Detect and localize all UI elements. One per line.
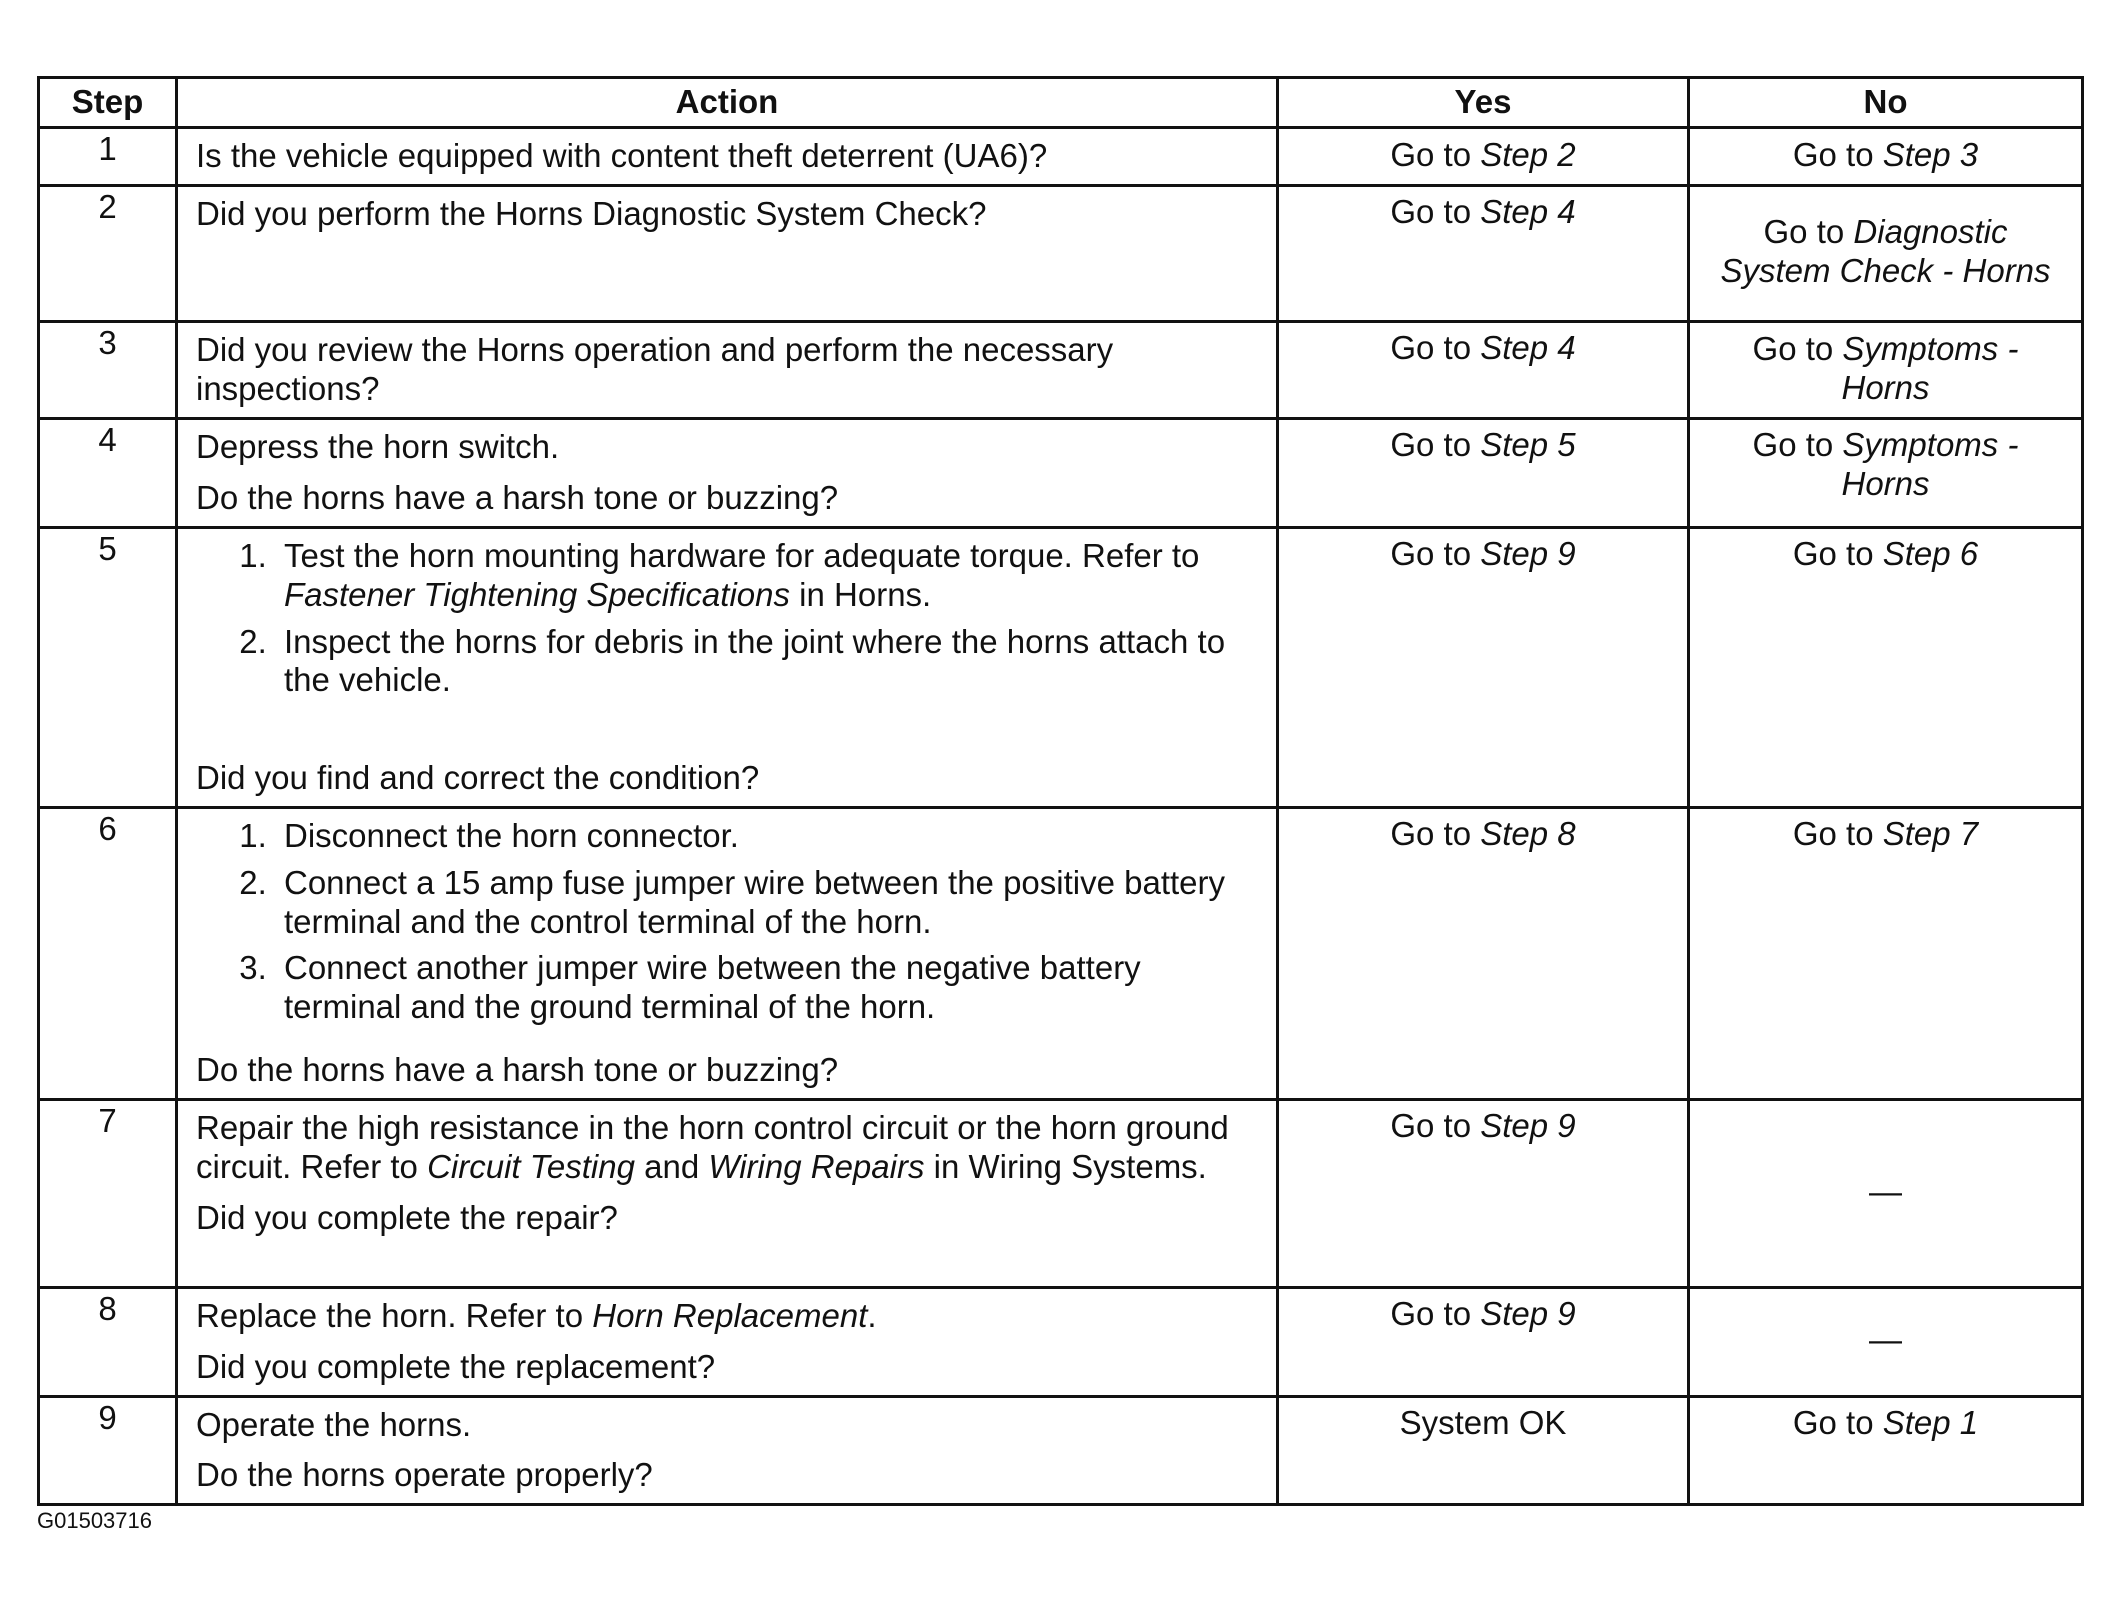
yes-step-link[interactable]: Step 9 <box>1480 1294 1576 1332</box>
table-row <box>39 1099 2083 1287</box>
no-prefix: Go to <box>1752 425 1843 463</box>
yes-cell: System OK <box>1278 1396 1689 1505</box>
action-text: Depress the horn switch. <box>196 427 560 465</box>
table-row <box>39 321 2083 418</box>
no-step-link[interactable]: Step 1 <box>1882 1403 1979 1441</box>
yes-prefix: Go to <box>1390 328 1481 366</box>
figure-id: G01503716 <box>37 1508 152 1533</box>
no-cell <box>1689 807 2083 1099</box>
yes-step-link[interactable]: Step 9 <box>1480 1106 1576 1144</box>
no-cell <box>1689 127 2083 185</box>
yes-prefix: Go to <box>1390 135 1481 173</box>
circuit-testing-link[interactable]: Circuit Testing <box>427 1147 635 1185</box>
yes-prefix: Go to <box>1390 192 1481 230</box>
action-cell <box>177 1287 1278 1396</box>
yes-step-link[interactable]: Step 2 <box>1480 135 1576 173</box>
header-row <box>39 78 2083 128</box>
table-row <box>39 418 2083 527</box>
no-cell <box>1689 321 2083 418</box>
action-cell <box>177 1396 1278 1505</box>
yes-prefix: Go to <box>1390 425 1481 463</box>
no-cell <box>1689 185 2083 321</box>
table-row <box>39 1287 2083 1396</box>
procedure-list <box>196 817 1258 1028</box>
action-text: Did you perform the Horns Diagnostic System Check? <box>196 194 987 232</box>
yes-prefix: Go to <box>1390 814 1481 852</box>
yes-step-link[interactable]: Step 4 <box>1480 328 1576 366</box>
spec-reference-link[interactable]: Fastener Tightening Specifications <box>284 575 790 613</box>
procedure-step: 2. Connect a 15 amp fuse jumper wire between the positive battery terminal and the control terminal of the horn. <box>276 864 1258 942</box>
no-cell <box>1689 418 2083 527</box>
action-cell <box>177 185 1278 321</box>
no-prefix: Go to <box>1763 213 1854 251</box>
action-cell <box>177 127 1278 185</box>
yes-cell <box>1278 1099 1689 1287</box>
step-number: 3 <box>39 321 177 418</box>
header-step: Step <box>39 78 177 128</box>
no-cell <box>1689 527 2083 807</box>
header-action: Action <box>177 78 1278 128</box>
step-number: 4 <box>39 418 177 527</box>
yes-prefix: Go to <box>1390 1106 1481 1144</box>
action-cell <box>177 1099 1278 1287</box>
no-prefix: Go to <box>1792 534 1883 572</box>
action-question: Do the horns operate properly? <box>196 1456 653 1494</box>
yes-cell <box>1278 127 1689 185</box>
no-prefix: Go to <box>1792 814 1883 852</box>
yes-cell <box>1278 807 1689 1099</box>
no-link[interactable]: Symptoms - Horns <box>1841 425 2019 502</box>
table-row <box>39 185 2083 321</box>
action-cell <box>177 321 1278 418</box>
table-row <box>39 807 2083 1099</box>
action-question: Do the horns have a harsh tone or buzzing? <box>196 478 839 516</box>
yes-cell <box>1278 185 1689 321</box>
step-number: 9 <box>39 1396 177 1505</box>
header-yes: Yes <box>1278 78 1689 128</box>
yes-prefix: Go to <box>1390 534 1481 572</box>
action-question: Do the horns have a harsh tone or buzzing? <box>196 1050 839 1088</box>
yes-step-link[interactable]: Step 8 <box>1480 814 1576 852</box>
action-question: Did you complete the replacement? <box>196 1347 716 1385</box>
replace-instruction: Replace the horn. Refer to Horn Replacement. <box>196 1296 877 1334</box>
no-step-link[interactable]: Step 7 <box>1882 814 1979 852</box>
action-cell <box>177 527 1278 807</box>
step-number: 8 <box>39 1287 177 1396</box>
yes-step-link[interactable]: Step 5 <box>1480 425 1576 463</box>
wiring-repairs-link[interactable]: Wiring Repairs <box>708 1147 925 1185</box>
diagnostic-table <box>37 76 2084 1506</box>
step-number: 1 <box>39 127 177 185</box>
yes-step-link[interactable]: Step 4 <box>1480 192 1576 230</box>
action-cell <box>177 807 1278 1099</box>
procedure-step: 1. Disconnect the horn connector. <box>276 817 1258 856</box>
yes-cell <box>1278 321 1689 418</box>
yes-step-link[interactable]: Step 9 <box>1480 534 1576 572</box>
yes-cell <box>1278 418 1689 527</box>
yes-cell <box>1278 527 1689 807</box>
horn-replacement-link[interactable]: Horn Replacement <box>592 1296 868 1334</box>
no-prefix: Go to <box>1792 1403 1883 1441</box>
step-number: 7 <box>39 1099 177 1287</box>
no-prefix: Go to <box>1792 135 1883 173</box>
procedure-step: 2. Inspect the horns for debris in the joint where the horns attach to the vehicle. <box>276 623 1258 701</box>
no-step-link[interactable]: Step 3 <box>1882 135 1979 173</box>
no-link[interactable]: Symptoms - Horns <box>1841 329 2019 406</box>
repair-instruction: Repair the high resistance in the horn control circuit or the horn ground circuit. Refer to Circuit Testing and Wiring Repairs in Wiring Systems. <box>196 1108 1229 1185</box>
table-row <box>39 127 2083 185</box>
table-row <box>39 1396 2083 1505</box>
no-prefix: Go to <box>1752 329 1843 367</box>
no-cell: — <box>1689 1099 2083 1287</box>
procedure-step: 1. Test the horn mounting hardware for adequate torque. Refer to Fastener Tightening Specifications in Horns. <box>276 537 1258 615</box>
no-cell <box>1689 1396 2083 1505</box>
action-text: Is the vehicle equipped with content theft deterrent (UA6)? <box>196 136 1048 174</box>
no-cell: — <box>1689 1287 2083 1396</box>
procedure-list <box>196 537 1258 701</box>
action-text: Operate the horns. <box>196 1405 472 1443</box>
action-question: Did you complete the repair? <box>196 1198 618 1236</box>
header-no: No <box>1689 78 2083 128</box>
action-question: Did you find and correct the condition? <box>196 758 760 796</box>
step-number: 6 <box>39 807 177 1099</box>
procedure-step: 3. Connect another jumper wire between the negative battery terminal and the ground terminal of the horn. <box>276 949 1258 1027</box>
step-number: 2 <box>39 185 177 321</box>
yes-cell <box>1278 1287 1689 1396</box>
no-link[interactable]: Diagnostic System Check - Horns <box>1720 213 2051 290</box>
table-row <box>39 527 2083 807</box>
action-cell <box>177 418 1278 527</box>
step-number: 5 <box>39 527 177 807</box>
action-text: Did you review the Horns operation and perform the necessary inspections? <box>196 330 1114 407</box>
yes-prefix: Go to <box>1390 1294 1481 1332</box>
no-step-link[interactable]: Step 6 <box>1882 534 1979 572</box>
